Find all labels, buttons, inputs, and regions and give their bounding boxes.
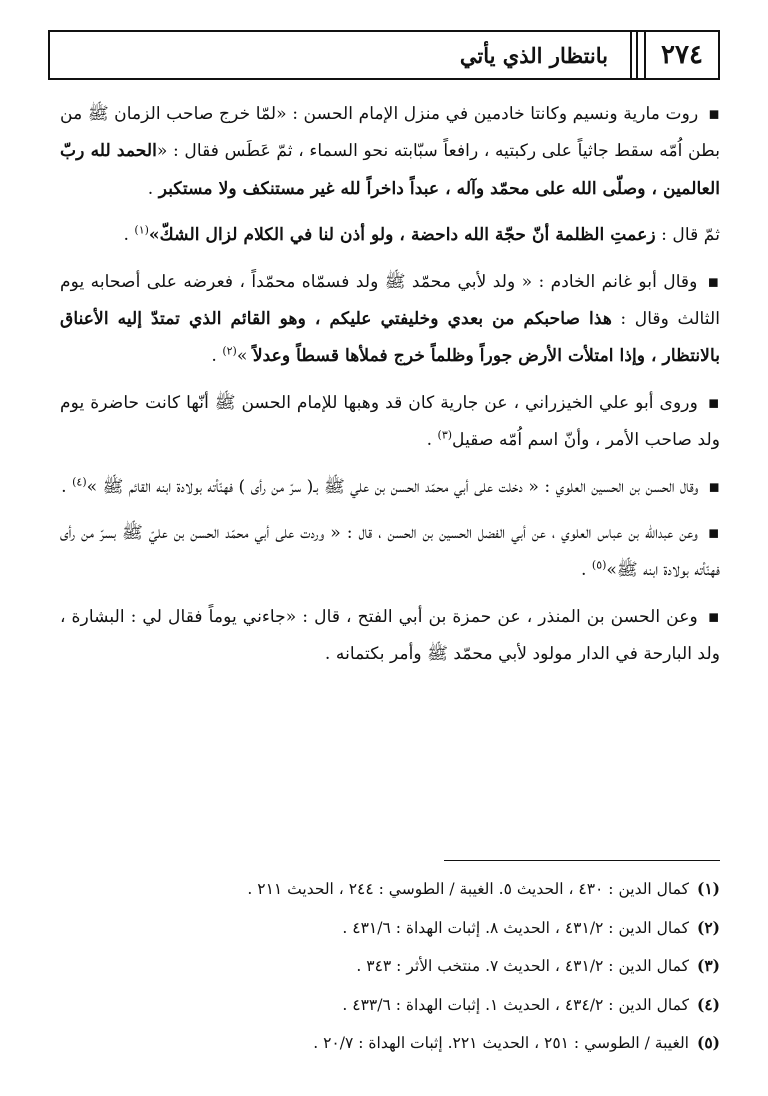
footnote-number: (٤) (696, 994, 720, 1014)
text-run: » (236, 346, 253, 367)
bullet-marker: ▪ (707, 392, 720, 413)
footnotes (100, 870, 720, 1063)
footnote-text: الغيبة / الطوسي : ٢٥١ ، الحديث ٢٢١. إثبات الهداة : ٢٠/٧ . (313, 1034, 689, 1052)
text-run: وروى أبو علي الخيزراني ، عن جارية كان قد وهبها للإمام الحسن ﷺ أنّها كانت حاضرة يوم ولد صاحب الأمر ، وأنّ اسم اُمّه صقيل (60, 392, 720, 451)
quoted-text: الحمد لله ربّ العالمين ، وصلّى الله على محمّد وآله ، عبداً داخراً لله غير مستنكف ولا مستكبر (60, 141, 720, 199)
footnote-text: كمال الدين : ٤٣١/٢ ، الحديث ٨. إثبات الهداة : ٤٣١/٦ . (342, 918, 689, 937)
footnote-ref: (٥) (591, 558, 607, 572)
main-text (60, 96, 720, 683)
page-number: ٢٧٤ (644, 32, 718, 78)
header-divider-inner (630, 32, 636, 78)
paragraph (60, 96, 720, 208)
paragraph (60, 217, 720, 254)
footnote-ref: (٤) (72, 474, 87, 488)
text-run: وقال الحسن بن الحسين العلوي : « دخلت على أبي محمّد الحسن بن علي ﷺ بـ( سرّ من رأى ) فهنّأته بولادة ابنه القائم ﷺ » (86, 476, 699, 497)
paragraph (60, 599, 720, 674)
footnote (100, 870, 720, 909)
footnote-text: كمال الدين : ٤٣٤/٢ ، الحديث ١. إثبات الهداة : ٤٣٣/٦ . (342, 995, 689, 1014)
footnote-separator (444, 860, 720, 861)
quoted-text: زعمتِ الظلمة أنّ حجّة الله داحضة ، ولو أذن لنا في الكلام لزال الشكّ» (148, 225, 656, 246)
paragraph (60, 385, 720, 460)
footnote-number: (٥) (696, 1033, 720, 1052)
footnote (100, 947, 720, 986)
footnote-ref: (٢) (222, 344, 237, 358)
page-header (48, 30, 720, 80)
text-run: وقال أبو غانم الخادم : « ولد لأبي محمّد ﷺ ولد فسمّاه محمّداً ، فعرضه على أصحابه يوم الثالث وقال : (60, 271, 720, 330)
footnote-text: كمال الدين : ٤٣١/٢ ، الحديث ٧. منتخب الأثر : ٣٤٣ . (356, 957, 689, 975)
text-run: . (211, 346, 223, 367)
text-run: . (426, 430, 438, 451)
text-run: . (61, 476, 73, 497)
bullet-marker: ▪ (707, 523, 720, 544)
bullet-marker: ▪ (707, 271, 720, 292)
paragraph (60, 264, 720, 376)
quoted-text: هذا صاحبكم من بعدي وخليفتي عليكم ، وهو القائم الذي تمتدّ إليه الأعناق بالانتظار ، وإذا امتلأت الأرض جوراً وظلماً خرج فملأها قسطاً وعدلاً (60, 309, 720, 367)
footnote-text: كمال الدين : ٤٣٠ ، الحديث ٥. الغيبة / الطوسي : ٢٤٤ ، الحديث ٢١١ . (247, 880, 689, 898)
text-run: روت مارية ونسيم وكانتا خادمين في منزل الإمام الحسن : «لمّا خرج صاحب الزمان ﷺ من بطن اُمّه سقط جاثياً على ركبتيه ، رافعاً سبّابته نحو السماء ، ثمّ عَطَس فقال : « (60, 104, 721, 162)
footnote-number: (٣) (696, 956, 720, 975)
text-run: وعن عبدالله بن عباس العلوي ، عن أبي الفضل الحسين بن الحسن ، قال : « وردت على أبي محمّد الحسن بن عليّ ﷺ بسرّ من رأى فهنّأته بولادة ابنه ﷺ» (60, 523, 720, 581)
text-run: . (123, 225, 135, 246)
text-run: ثمّ قال : (655, 225, 720, 246)
header-divider (636, 32, 644, 78)
footnote-number: (٢) (696, 917, 720, 937)
footnote (100, 1024, 720, 1063)
footnote (100, 909, 720, 948)
bullet-marker: ▪ (707, 606, 721, 627)
footnote (100, 986, 720, 1025)
bullet-marker: ▪ (708, 476, 720, 497)
bullet-marker: ▪ (708, 104, 721, 124)
paragraph (60, 515, 720, 590)
footnote-number: (١) (696, 879, 720, 898)
text-run: . (580, 560, 592, 581)
text-run: وعن الحسن بن المنذر ، عن حمزة بن أبي الفتح ، قال : «جاءني يوماً فقال لي : البشارة ، ولد البارحة في الدار مولود لأبي محمّد ﷺ وأمر بكتمانه . (60, 606, 720, 665)
footnote-ref: (٣) (437, 428, 453, 442)
footnote-ref: (١) (134, 223, 149, 237)
paragraph (60, 469, 720, 506)
text-run: . (147, 178, 159, 199)
running-title: بانتظار الذي يأتي (459, 42, 608, 68)
